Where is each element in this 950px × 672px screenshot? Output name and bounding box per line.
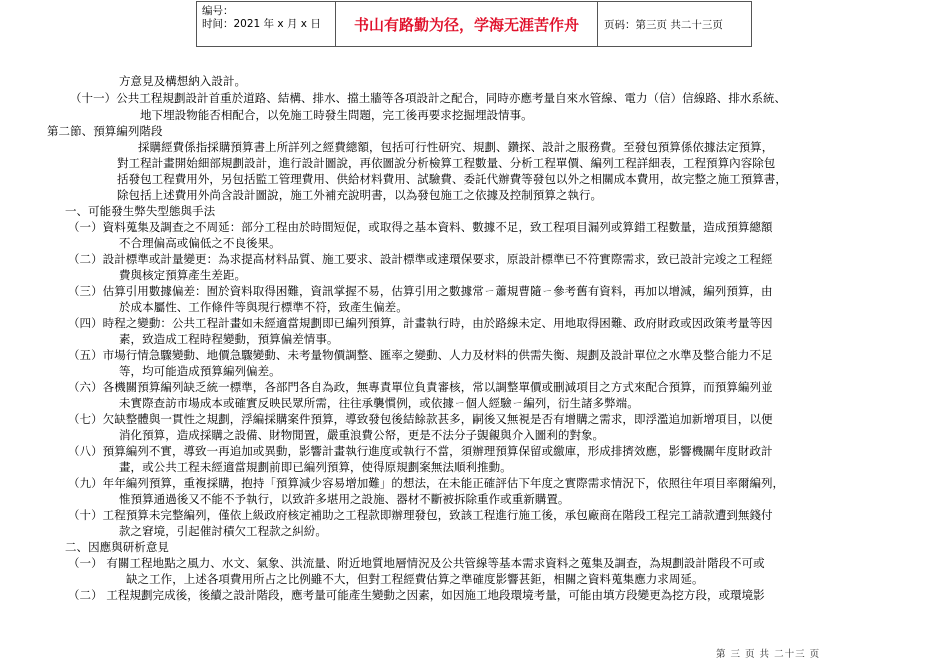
text-line: 等，均可能造成預算編列偏差。 xyxy=(119,364,281,378)
text-line: 惟預算通過後又不能不予執行，以致許多堪用之設施、器材不斷被拆除重作或重新購置。 xyxy=(119,492,570,506)
header-time-label: 时间：2021 年 x 月 x 日 xyxy=(202,18,321,30)
text-line: 地下埋設物能否相配合，以免施工時發生問題，完工後再要求挖掘埋設情事。 xyxy=(140,108,533,122)
text-line: 費與核定預算產生差距。 xyxy=(119,268,247,282)
header-number-label: 编号： xyxy=(202,5,234,17)
text-line: （十一）公共工程規劃設計首重於道路、結構、排水、擋土牆等各項設計之配合，同時亦應考量自來水管線、電力（信）信線路、排水系統、 xyxy=(70,91,787,105)
text-line: （五）市場行情急驟變動、地價急驟變動、未考量物價調整、匯率之變動、人力及材料的供需失衡、規劃及設計單位之水準及整合能力不足 xyxy=(68,348,773,362)
text-line: （三）估算引用數據偏差：囿於資料取得困難，資訊掌握不易，估算引用之數據常ㄧ蕭規曹隨ㄧ參考舊有資料，再加以增減，編列預算，由 xyxy=(68,284,773,298)
text-line: 缺之工作，上述各項費用所占之比例雖不大，但對工程經費估算之準確度影響甚鉅，相關之資料蒐集應力求周延。 xyxy=(126,572,704,586)
page-header xyxy=(196,1,752,47)
text-line: 除包括上述費用外尚含設計圖說，施工外補充說明書，以為發包施工之依據及控制預算之執行。 xyxy=(117,188,603,202)
text-line: （二）設計標準或計量變更：為求提高材料品質、施工要求、設計標準或達環保要求，原設計標準已不符實際需求，致已設計完竣之工程經 xyxy=(68,252,773,266)
text-line: 素，致造成工程時程變動，預算偏差情事。 xyxy=(119,332,339,346)
text-line: （七）欠缺整體與一貫性之規劃，浮編採購案件預算，導致發包後結餘款甚多，嗣後又無視是否有增購之需求，即浮濫追加新增項目，以便 xyxy=(68,412,773,426)
header-motto: 书山有路勤为径，学海无涯苦作舟 xyxy=(336,2,598,46)
text-line: 於成本屬性、工作條件等與現行標準不符，致產生偏差。 xyxy=(119,300,408,314)
header-meta xyxy=(197,2,336,46)
text-line: 方意見及構想納入設計。 xyxy=(119,74,247,88)
text-line: （八）預算編列不實，導致一再追加或異動，影響計畫執行進度或執行不當，須辦理預算保留或繳庫，形成排擠效應，影響機關年度財政計 xyxy=(68,444,773,458)
text-line: 款之窘境，引起催討積欠工程款之糾紛。 xyxy=(119,524,327,538)
text-line: （一） 有關工程地點之風力、水文、氣象、洪流量、附近地質地層情況及公共管線等基本需求資料之蒐集及調查，為規劃設計階段不可或 xyxy=(68,556,765,570)
page-footer: 第 三 页 共 二十三 页 xyxy=(716,649,821,660)
text-line: 不合理偏高或偏低之不良後果。 xyxy=(119,236,281,250)
text-line: （一）資料蒐集及調查之不周延：部分工程由於時間短促，或取得之基本資料、數據不足，致工程項目漏列或算錯工程數量，造成預算總額 xyxy=(68,220,773,234)
text-line: 採購經費係指採購預算書上所詳列之經費總額，包括可行性研究、規劃、鑽探、設計之服務費。至發包預算係依據法定預算， xyxy=(138,140,774,154)
text-line: 對工程計畫開始細部規劃設計，進行設計圖說，再依圖說分析檢算工程數量、分析工程單價、編列工程詳細表，工程預算內容除包 xyxy=(117,156,776,170)
text-line: 括發包工程費用外，另包括監工管理費用、供給材料費用、試驗費、委託代辦費等發包以外之相關成本費用，故完整之施工預算書， xyxy=(117,172,787,186)
text-line: （十）工程預算未完整編列，僅依上級政府核定補助之工程款即辦理發包，致該工程進行施工後，承包廠商在階段工程完工請款遭到無錢付 xyxy=(68,508,773,522)
header-page-label: 页码：第三页 共二十三页 xyxy=(604,18,723,31)
text-line: （二） 工程規劃完成後，後續之設計階段，應考量可能產生變動之因素，如因施工地段環境考量，可能由填方段變更為挖方段，或環境影 xyxy=(68,588,765,602)
text-line: 未實際查訪市場成本或確實反映民眾所需，往往承襲慣例，或依據ㄧ個人經驗ㄧ編列，衍生諸多弊端。 xyxy=(119,396,639,410)
text-line: 消化預算，造成採購之設備、財物閒置，嚴重浪費公帑，更是不法分子覬覦與介入圖利的對象。 xyxy=(119,428,605,442)
section-heading: 第二節、預算編列階段 xyxy=(47,124,163,138)
text-line: （九）年年編列預算，重複採購，抱持「預算減少容易增加難」的想法，在未能正確評估下年度之實際需求情況下，依照往年項目率爾編列， xyxy=(68,476,785,490)
text-line: 畫，或公共工程未經適當規劃前即已編列預算，使得原規劃案無法順利推動。 xyxy=(119,460,512,474)
text-line: （六）各機關預算編列缺乏統一標準，各部門各自為政，無專責單位負責審核，常以調整單價或刪減項目之方式來配合預算，而預算編列並 xyxy=(68,380,773,394)
text-line: （四）時程之變動：公共工程計畫如未經適當規劃即已編列預算，計畫執行時，由於路線未定、用地取得困難、政府財政或因政策考量等因 xyxy=(68,316,773,330)
subsection-heading: 一、可能發生弊失型態與手法 xyxy=(65,204,216,218)
subsection-heading: 二、因應與研析意見 xyxy=(65,540,169,554)
